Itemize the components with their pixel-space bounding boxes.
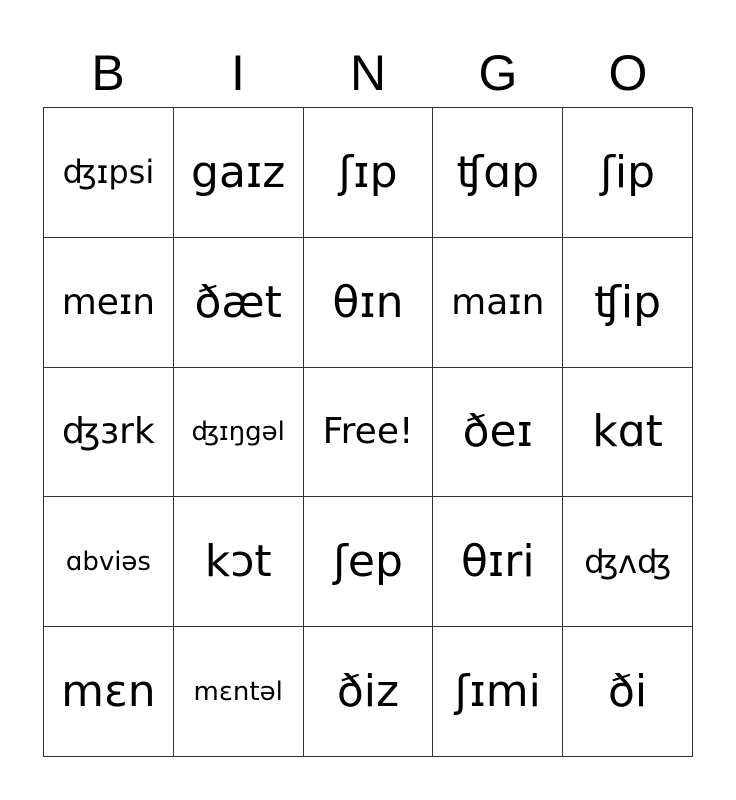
cell-word: ʤɜrk — [61, 411, 155, 453]
bingo-cell[interactable] — [433, 238, 563, 368]
bingo-cell[interactable] — [433, 368, 563, 498]
cell-word: ʧɑp — [456, 146, 540, 198]
cell-word: ʤɪpsi — [62, 153, 155, 192]
cell-word: ði — [608, 666, 648, 718]
bingo-cell[interactable] — [433, 497, 563, 627]
bingo-cell[interactable] — [174, 497, 304, 627]
bingo-cell[interactable] — [44, 627, 174, 757]
bingo-cell[interactable] — [304, 108, 434, 238]
bingo-cell[interactable] — [174, 238, 304, 368]
bingo-cell[interactable] — [563, 108, 693, 238]
cell-word: kɑt — [592, 406, 663, 458]
bingo-cell[interactable] — [44, 368, 174, 498]
cell-word: ʃɪmi — [454, 666, 541, 718]
bingo-cell[interactable] — [44, 238, 174, 368]
cell-word: θɪri — [460, 536, 535, 588]
bingo-cell-free[interactable] — [304, 368, 434, 498]
bingo-cell[interactable] — [563, 497, 693, 627]
cell-word: ðæt — [194, 276, 282, 328]
bingo-cell[interactable] — [174, 368, 304, 498]
cell-word: ʃip — [600, 146, 656, 198]
cell-word: ʤʌʤ — [584, 542, 671, 581]
header-letter-b: B — [91, 45, 125, 101]
bingo-cell[interactable] — [563, 368, 693, 498]
bingo-cell[interactable] — [563, 627, 693, 757]
bingo-cell[interactable] — [304, 627, 434, 757]
cell-word: gaɪz — [191, 146, 286, 198]
cell-word: mɛn — [61, 666, 156, 718]
bingo-card-grid — [43, 107, 693, 757]
bingo-cell[interactable] — [174, 627, 304, 757]
bingo-cell[interactable] — [304, 497, 434, 627]
bingo-cell[interactable] — [433, 627, 563, 757]
cell-word: ðeɪ — [462, 406, 533, 458]
cell-word: mɛntəl — [193, 676, 283, 707]
bingo-cell[interactable] — [304, 238, 434, 368]
free-space-label: Free! — [322, 411, 414, 453]
cell-word: ʤɪŋgəl — [191, 416, 285, 447]
header-letter-g: G — [478, 45, 518, 101]
cell-word: ðiz — [336, 666, 400, 718]
bingo-cell[interactable] — [44, 108, 174, 238]
bingo-cell[interactable] — [174, 108, 304, 238]
header-letter-n: N — [349, 45, 387, 101]
cell-word: ʃɪp — [338, 146, 398, 198]
header-letter-o: O — [608, 45, 648, 101]
cell-word: ʃep — [333, 536, 403, 588]
bingo-cell[interactable] — [433, 108, 563, 238]
cell-word: ɑbviəs — [65, 546, 151, 577]
cell-word: ʧip — [594, 276, 662, 328]
cell-word: meɪn — [61, 281, 156, 323]
bingo-cell[interactable] — [44, 497, 174, 627]
header-letter-i: I — [231, 45, 245, 101]
cell-word: maɪn — [451, 281, 545, 323]
bingo-cell[interactable] — [563, 238, 693, 368]
bingo-header — [43, 40, 693, 106]
cell-word: kɔt — [204, 536, 272, 588]
cell-word: θɪn — [332, 276, 404, 328]
